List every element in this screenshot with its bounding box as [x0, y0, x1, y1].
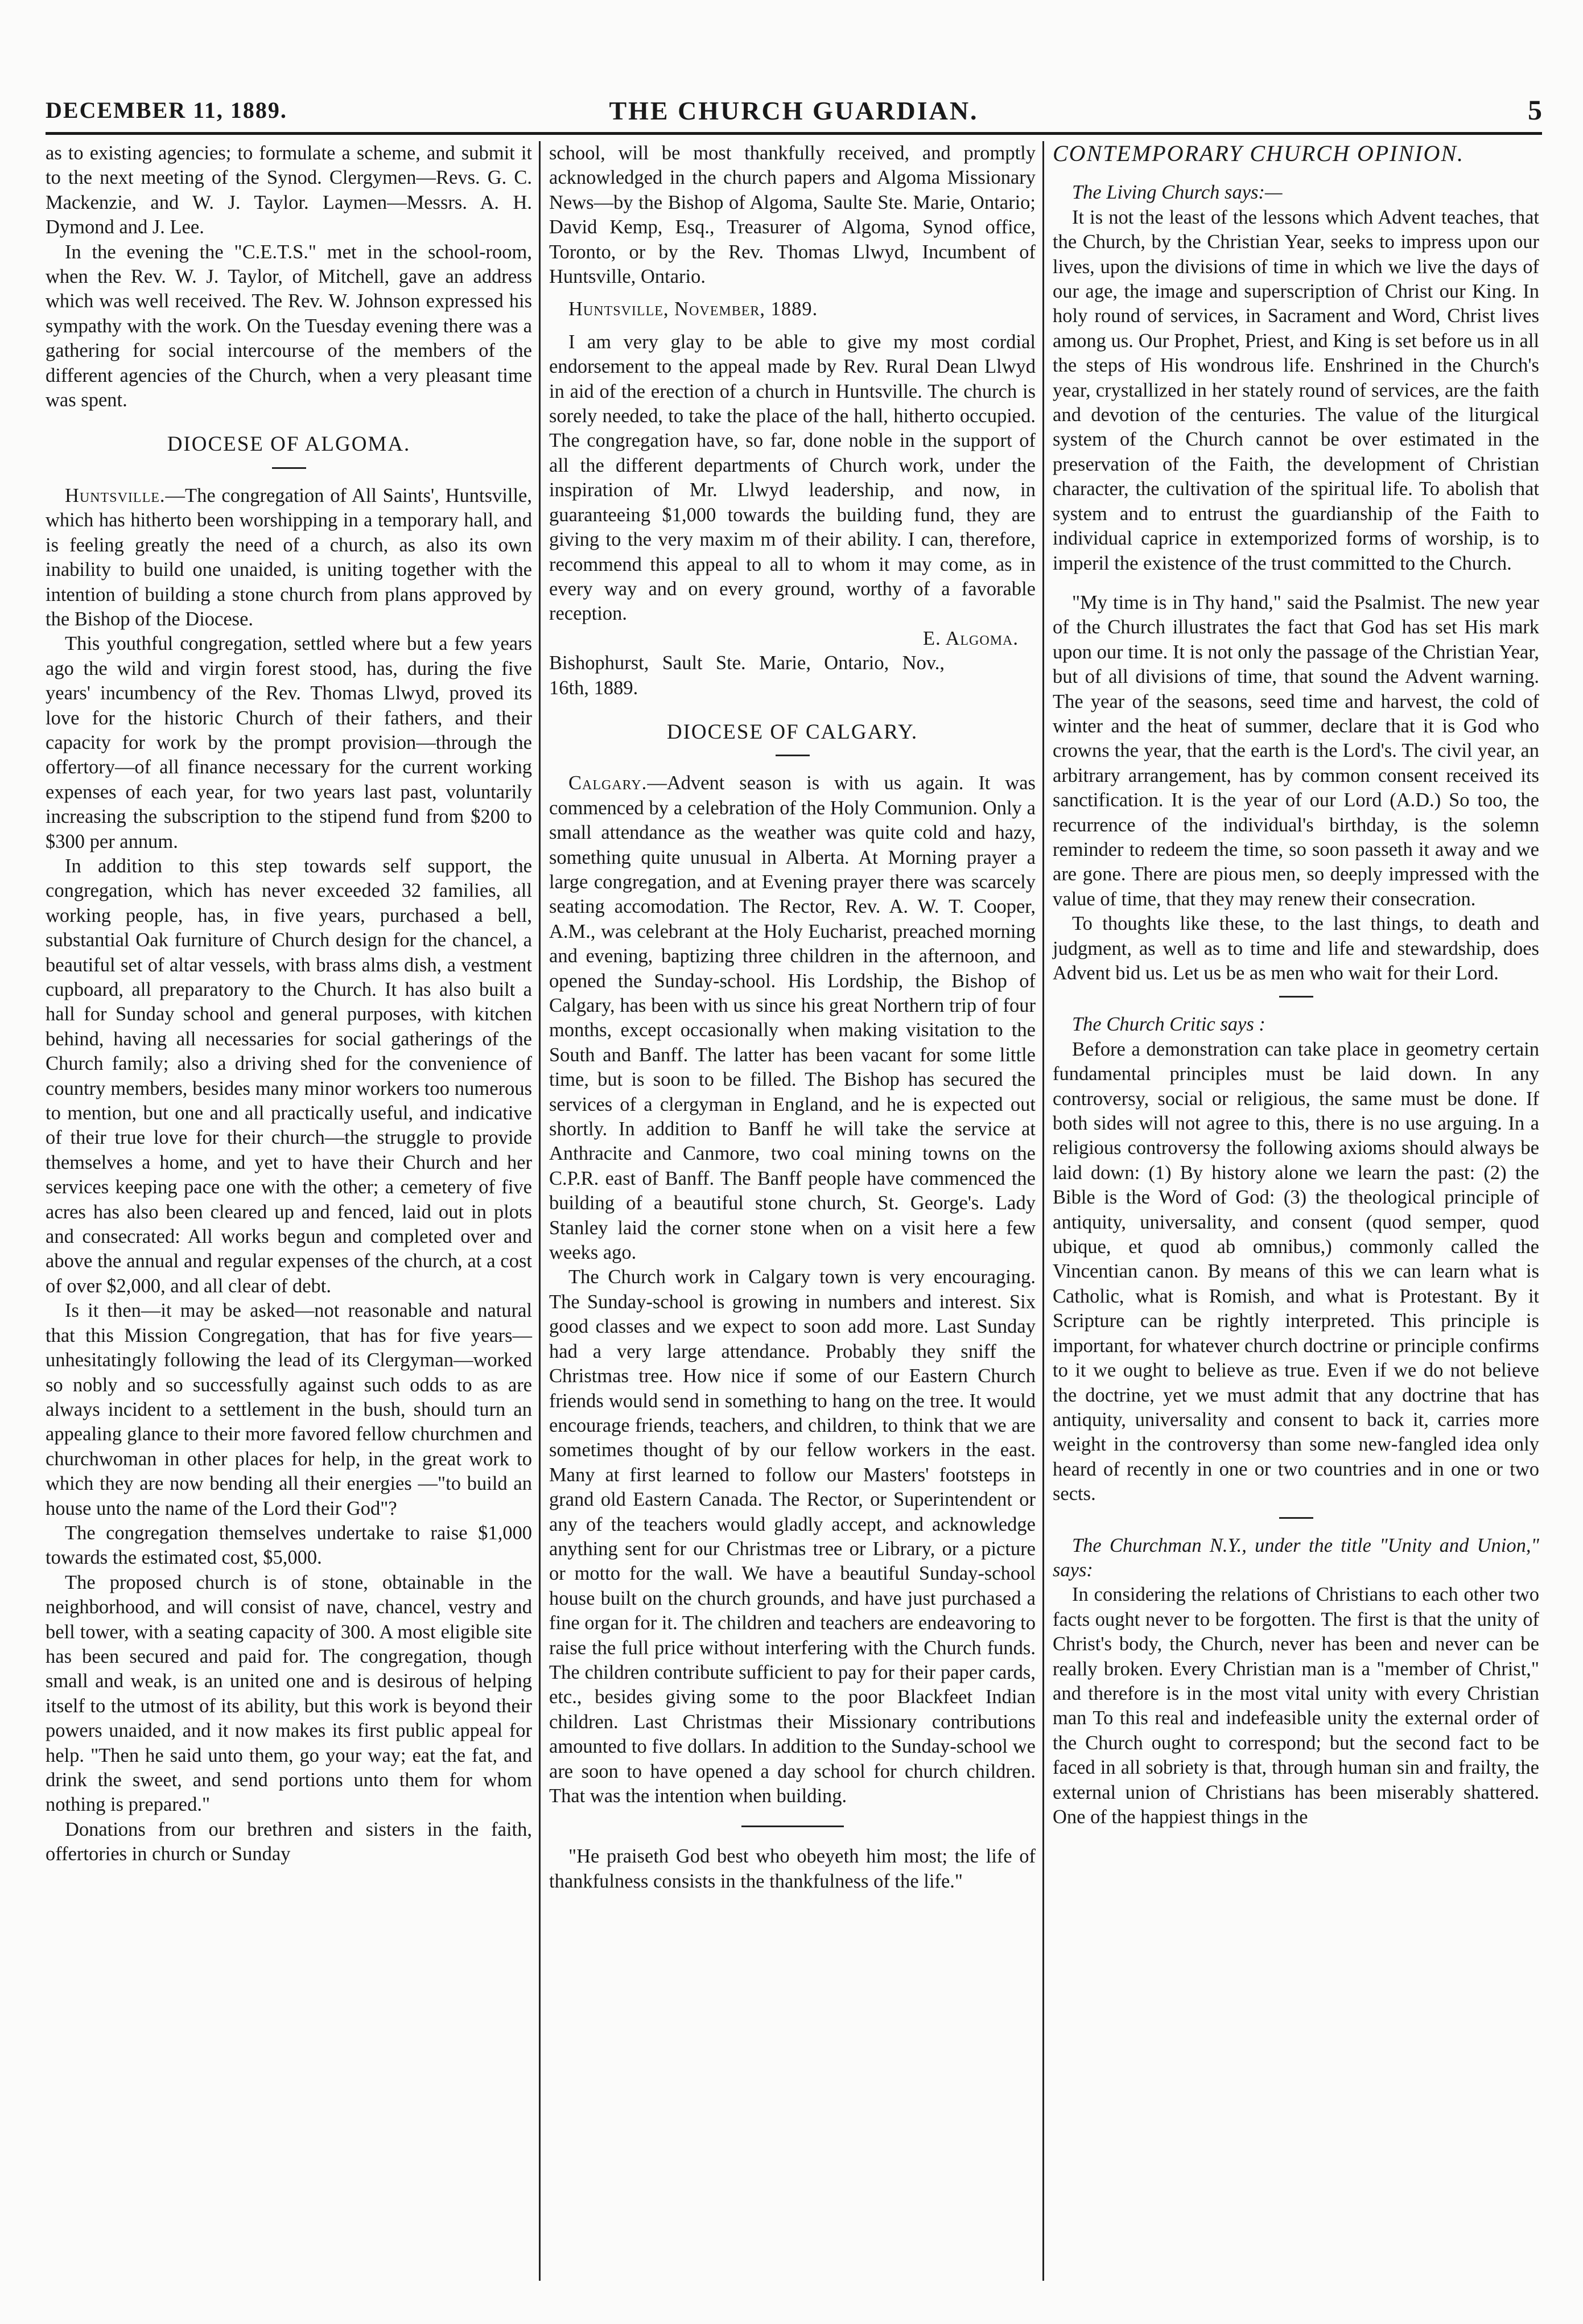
masthead: [46, 91, 1542, 131]
article-paragraph: In the evening the "C.E.T.S." met in the school-room, when the Rev. W. J. Taylor, of Mitchell, gave an address which was well received. The Rev. W. Johnson expressed his sympathy with the work. On the Tuesday evening there was a gathering for social intercourse of the members of the different agencies of the Church, when a very pleasant time was spent.: [46, 241, 532, 411]
column-divider: [539, 141, 541, 2281]
article-paragraph: Calgary.—Advent season is with us again. It was commenced by a celebration of the Holy Communion. Only a small attendance as the weather was quite cold and hazy, something quite unusual in Alberta. At Morning prayer a large congregation, and at Evening prayer there was scarcely seating accomodation. The Rector, Rev. A. W. T. Cooper, A.M., was celebrant at the Holy Eucharist, preached morning and evening, baptizing three children in the afternoon, and opened the Sunday-school. His Lordship, the Bishop of Calgary, has been with us since his great Northern trip of four months, except occasionally when making visitation to the South and Banff. The latter has been vacant for some little time, but is soon to be filled. The Bishop has secured the services of a clergyman in England, and he is expected out shortly. In addition to Banff he will take the service at Anthracite and Canmore, two coal mining towns on the C.P.R. east of Banff. The Banff people have commenced the building of a beautiful stone church, St. George's. Lady Stanley laid the corner stone when on a visit here a few weeks ago.: [549, 772, 1036, 1264]
masthead-rule: [46, 132, 1542, 135]
newspaper-title: THE CHURCH GUARDIAN.: [609, 96, 979, 125]
article-paragraph: To thoughts like these, to the last things, to death and judgment, as well as to time and life and stewardship, does Advent bid us. Let us be as men who wait for their Lord.: [1053, 913, 1539, 984]
article-paragraph: school, will be most thankfully received, and promptly acknowledged in the church papers and Algoma Missionary News—by the Bishop of Algoma, Saulte Ste. Marie, Ontario; David Kemp, Esq., Treasurer of Algoma, Synod office, Toronto, or by the Rev. Thomas Llwyd, Incumbent of Huntsville, Ontario.: [549, 142, 1036, 288]
heading-rule: [776, 755, 810, 756]
column-divider: [1042, 141, 1044, 2281]
article-paragraph: The congregation themselves undertake to raise $1,000 towards the estimated cost, $5,000.: [46, 1522, 532, 1569]
column-1: [46, 141, 532, 1867]
section-heading-opinion: CONTEMPORARY CHURCH OPINION.: [1053, 141, 1465, 166]
article-paragraph: The Church work in Calgary town is very encouraging. The Sunday-school is growing in numbers and interest. Six good classes and we expect to soon add more. Last Sunday had a very large attendance. Probably they sniff the Christmas tree. How nice if some of our Eastern Church friends would send in something to hang on the tree. It would encourage friends, teachers, and children, to think that we are sometimes thought of by our fellow workers in the east. Many at first learned to follow our Masters' footsteps in grand old Eastern Canada. The Rector, or Superintendent or any of the teachers would gladly accept, and acknowledge anything sent for our Christmas tree or Library, or a picture or motto for the wall. We have a beautiful Sunday-school house built on the church grounds, and have just purchased a fine organ for it. The children and teachers are endeavoring to raise the full price without interfering with the Church funds. The children contribute sufficient to pay for their paper cards, etc., besides giving some to the poor Blackfeet Indian children. Last Christmas their Missionary contributions amounted to five dollars. In addition to the Sunday-school we are soon to have opened a day school for church children. That was the intention when building.: [549, 1266, 1036, 1807]
article-paragraph: This youthful congregation, settled where but a few years ago the wild and virgin forest stood, has, during the five years' incumbency of the Rev. Thomas Llwyd, proved its love for the historic Church of their fathers, and their capacity for work by the prompt provision—through the offertory—of all finance necessary for the current working expenses of each year, for two years last past, voluntarily increasing the subscription to the stipend fund from $200 to $300 per annum.: [46, 633, 532, 852]
issue-date: DECEMBER 11, 1889.: [46, 97, 287, 123]
signature: E. Algoma.: [923, 627, 1019, 649]
article-paragraph: I am very glay to be able to give my most cordial endorsement to the appeal made by Rev. Rural Dean Llwyd in aid of the erection of a church in Huntsville. The church is sorely needed, to take the place of the hall, hitherto occupied. The congregation have, so far, done noble in the support of all the different departments of Church work, under the inspiration of Mr. Llwyd leadership, and now, in guaranteeing $1,000 towards the building fund, they are giving to the very maxim m of their ability. I can, therefore, recommend this appeal to all to whom it may come, as in every way and on every ground, worthy of a favorable reception.: [549, 331, 1036, 625]
section-rule: [1279, 1517, 1313, 1519]
article-paragraph: Huntsville.—The congregation of All Saints', Huntsville, which has hitherto been worshipping in a temporary hall, and is feeling greatly the need of a church, as also its own inability to build one unaided, is uniting together with the intention of building a stone church from plans approved by the Bishop of the Diocese.: [46, 484, 532, 630]
dateline-place: Calgary.: [568, 772, 648, 794]
quotation: "He praiseth God best who obeyeth him most; the life of thankfulness consists in the thankfulness of the life.": [549, 1845, 1036, 1892]
article-paragraph: In addition to this step towards self support, the congregation, which has never exceeded 32 families, all working people, has, in five years, purchased a bell, substantial Oak furniture of Church design for the chancel, a beautiful set of altar vessels, with brass alms dish, a vestment cupboard, all preparatory to the Church. It has also built a hall for Sunday school and general purposes, with kitchen behind, having all necessaries for social gatherings of the Church family; also a driving shed for the convenience of country members, besides many minor workers too numerous to mention, but one and all practically useful, and indicative of their true love for their church—the struggle to provide themselves a home, and yet to have their Church and her services keeping pace one with the other; a cemetery of five acres has also been cleared up and fenced, laid out in plots and consecrated: All works begun and completed over and above the annual and regular expenses of the church, at a cost of over $2,000, and all clear of debt.: [46, 855, 532, 1297]
dateline: Huntsville, November, 1889.: [568, 298, 818, 320]
page-number: 5: [1528, 94, 1542, 126]
article-paragraph: "My time is in Thy hand," said the Psalmist. The new year of the Church illustrates the fact that God has set His mark upon our time. It is not only the passage of the Christian Year, but of all divisions of time, that sound the Advent warning. The year of the seasons, seed time and harvest, the cold of winter and the heat of summer, declare that it is God who crowns the year, that the earth is the Lord's. The civil year, an arbitrary arrangement, has by common consent received its sanctification. It is the year of our Lord (A.D.) So too, the recurrence of the individual's birthday, is the solemn reminder to redeem the time, so soon passeth it away and we are gone. There are pious men, so deeply impressed with the value of time, that they may renew their consecration.: [1053, 591, 1539, 910]
column-3: [1053, 141, 1539, 1829]
article-paragraph: In considering the relations of Christians to each other two facts ought never to be forgotten. The first is that the unity of Christ's body, the Church, never has been and never can be really broken. Every Christian man is a "member of Christ," and therefore is in the most vital unity with every Christian man To this real and indefeasible unity the external order of the Church ought to correspond; but the second fact to be faced in all sobriety is that, through human sin and frailty, the external union of Christians has been miserably shattered. One of the happiest things in the: [1053, 1584, 1539, 1828]
article-paragraph: Donations from our brethren and sisters in the faith, offertories in church or Sunday: [46, 1818, 532, 1865]
signature-place: Bishophurst, Sault Ste. Marie, Ontario, Nov., 16th, 1889.: [549, 652, 945, 699]
source-attribution: The Churchman N.Y., under the title "Unity and Union," says:: [1053, 1534, 1539, 1581]
section-heading-calgary: DIOCESE OF CALGARY.: [666, 720, 918, 744]
article-paragraph: The proposed church is of stone, obtainable in the neighborhood, and will consist of nave, chancel, vestry and bell tower, with a seating capacity of 300. A most eligible site has been secured and paid for. The congregation, though small and weak, is an united one and is desirous of helping itself to the utmost of its ability, but this work is beyond their powers unaided, and it now makes its first public appeal for help. "Then he said unto them, go your way; eat the fat, and drink the sweet, and send portions unto them for whom nothing is prepared.": [46, 1571, 532, 1816]
article-paragraph: Before a demonstration can take place in geometry certain fundamental principles must be laid down. In any controversy, social or religious, the same must be done. If both sides will not agree to this, there is no use arguing. In a religious controversy the following axioms should always be laid down: (1) By history alone we learn the past: (2) the Bible is the Word of God: (3) the theological principle of antiquity, universality, and consent (quod semper, quod ubique, et quod ab omnibus,) commonly called the Vincentian canon. By means of this we can learn what is Catholic, what is Romish, and what is Protestant. By it Scripture can be rightly interpreted. This principle is important, for whatever church doctrine or principle confirms to it we ought to believe as true. Even if we do not believe the doctrine, yet we must admit that any doctrine that has antiquity, universality and consent to back it, carries more weight in the controversy than some new-fangled idea only heard of recently in one or two countries and in one or two sects.: [1053, 1038, 1539, 1505]
article-paragraph: It is not the least of the lessons which Advent teaches, that the Church, by the Christian Year, seeks to impress upon our lives, upon the divisions of time in which we live the days of our age, the image and superscription of Christ our King. In holy round of services, in Sacrament and Word, Christ lives among us. Our Prophet, Priest, and King is set before us in all the steps of His wondrous life. Enshrined in the Church's year, crystallized in her stately round of services, are the faith and devotion of the centuries. The value of the liturgical system of the Church cannot be over estimated in the preservation of the Faith, the development of Christian character, the cultivation of the spiritual life. To abolish that system and to entrust the guardianship of the Faith to individual caprice in extemporized forms of worship, is to imperil the existence of the trust committed to the Church.: [1053, 206, 1539, 574]
source-attribution: The Living Church says:—: [1072, 182, 1283, 204]
article-paragraph: Is it then—it may be asked—not reasonable and natural that this Mission Congregation, that has for five years—unhesitatingly following the lead of its Clergyman—worked so nobly and so successfully against such odds to as are always incident to a settlement in the bush, should turn an appealing glance to their more favored fellow churchmen and churchwoman in other places for help, in the great work to which they are now bending all their energies —"to build an house unto the name of the Lord their God"?: [46, 1300, 532, 1519]
section-rule: [741, 1826, 844, 1827]
article-paragraph: as to existing agencies; to formulate a scheme, and submit it to the next meeting of the Synod. Clergymen—Revs. G. C. Mackenzie, and W. J. Taylor. Laymen—Messrs. A. H. Dymond and J. Lee.: [46, 142, 532, 238]
column-2: [549, 141, 1036, 1894]
dateline-place: Huntsville.: [65, 484, 166, 506]
heading-rule: [272, 467, 306, 469]
section-heading-algoma: DIOCESE OF ALGOMA.: [167, 432, 411, 456]
source-attribution: The Church Critic says :: [1072, 1013, 1265, 1036]
section-rule: [1279, 996, 1313, 998]
